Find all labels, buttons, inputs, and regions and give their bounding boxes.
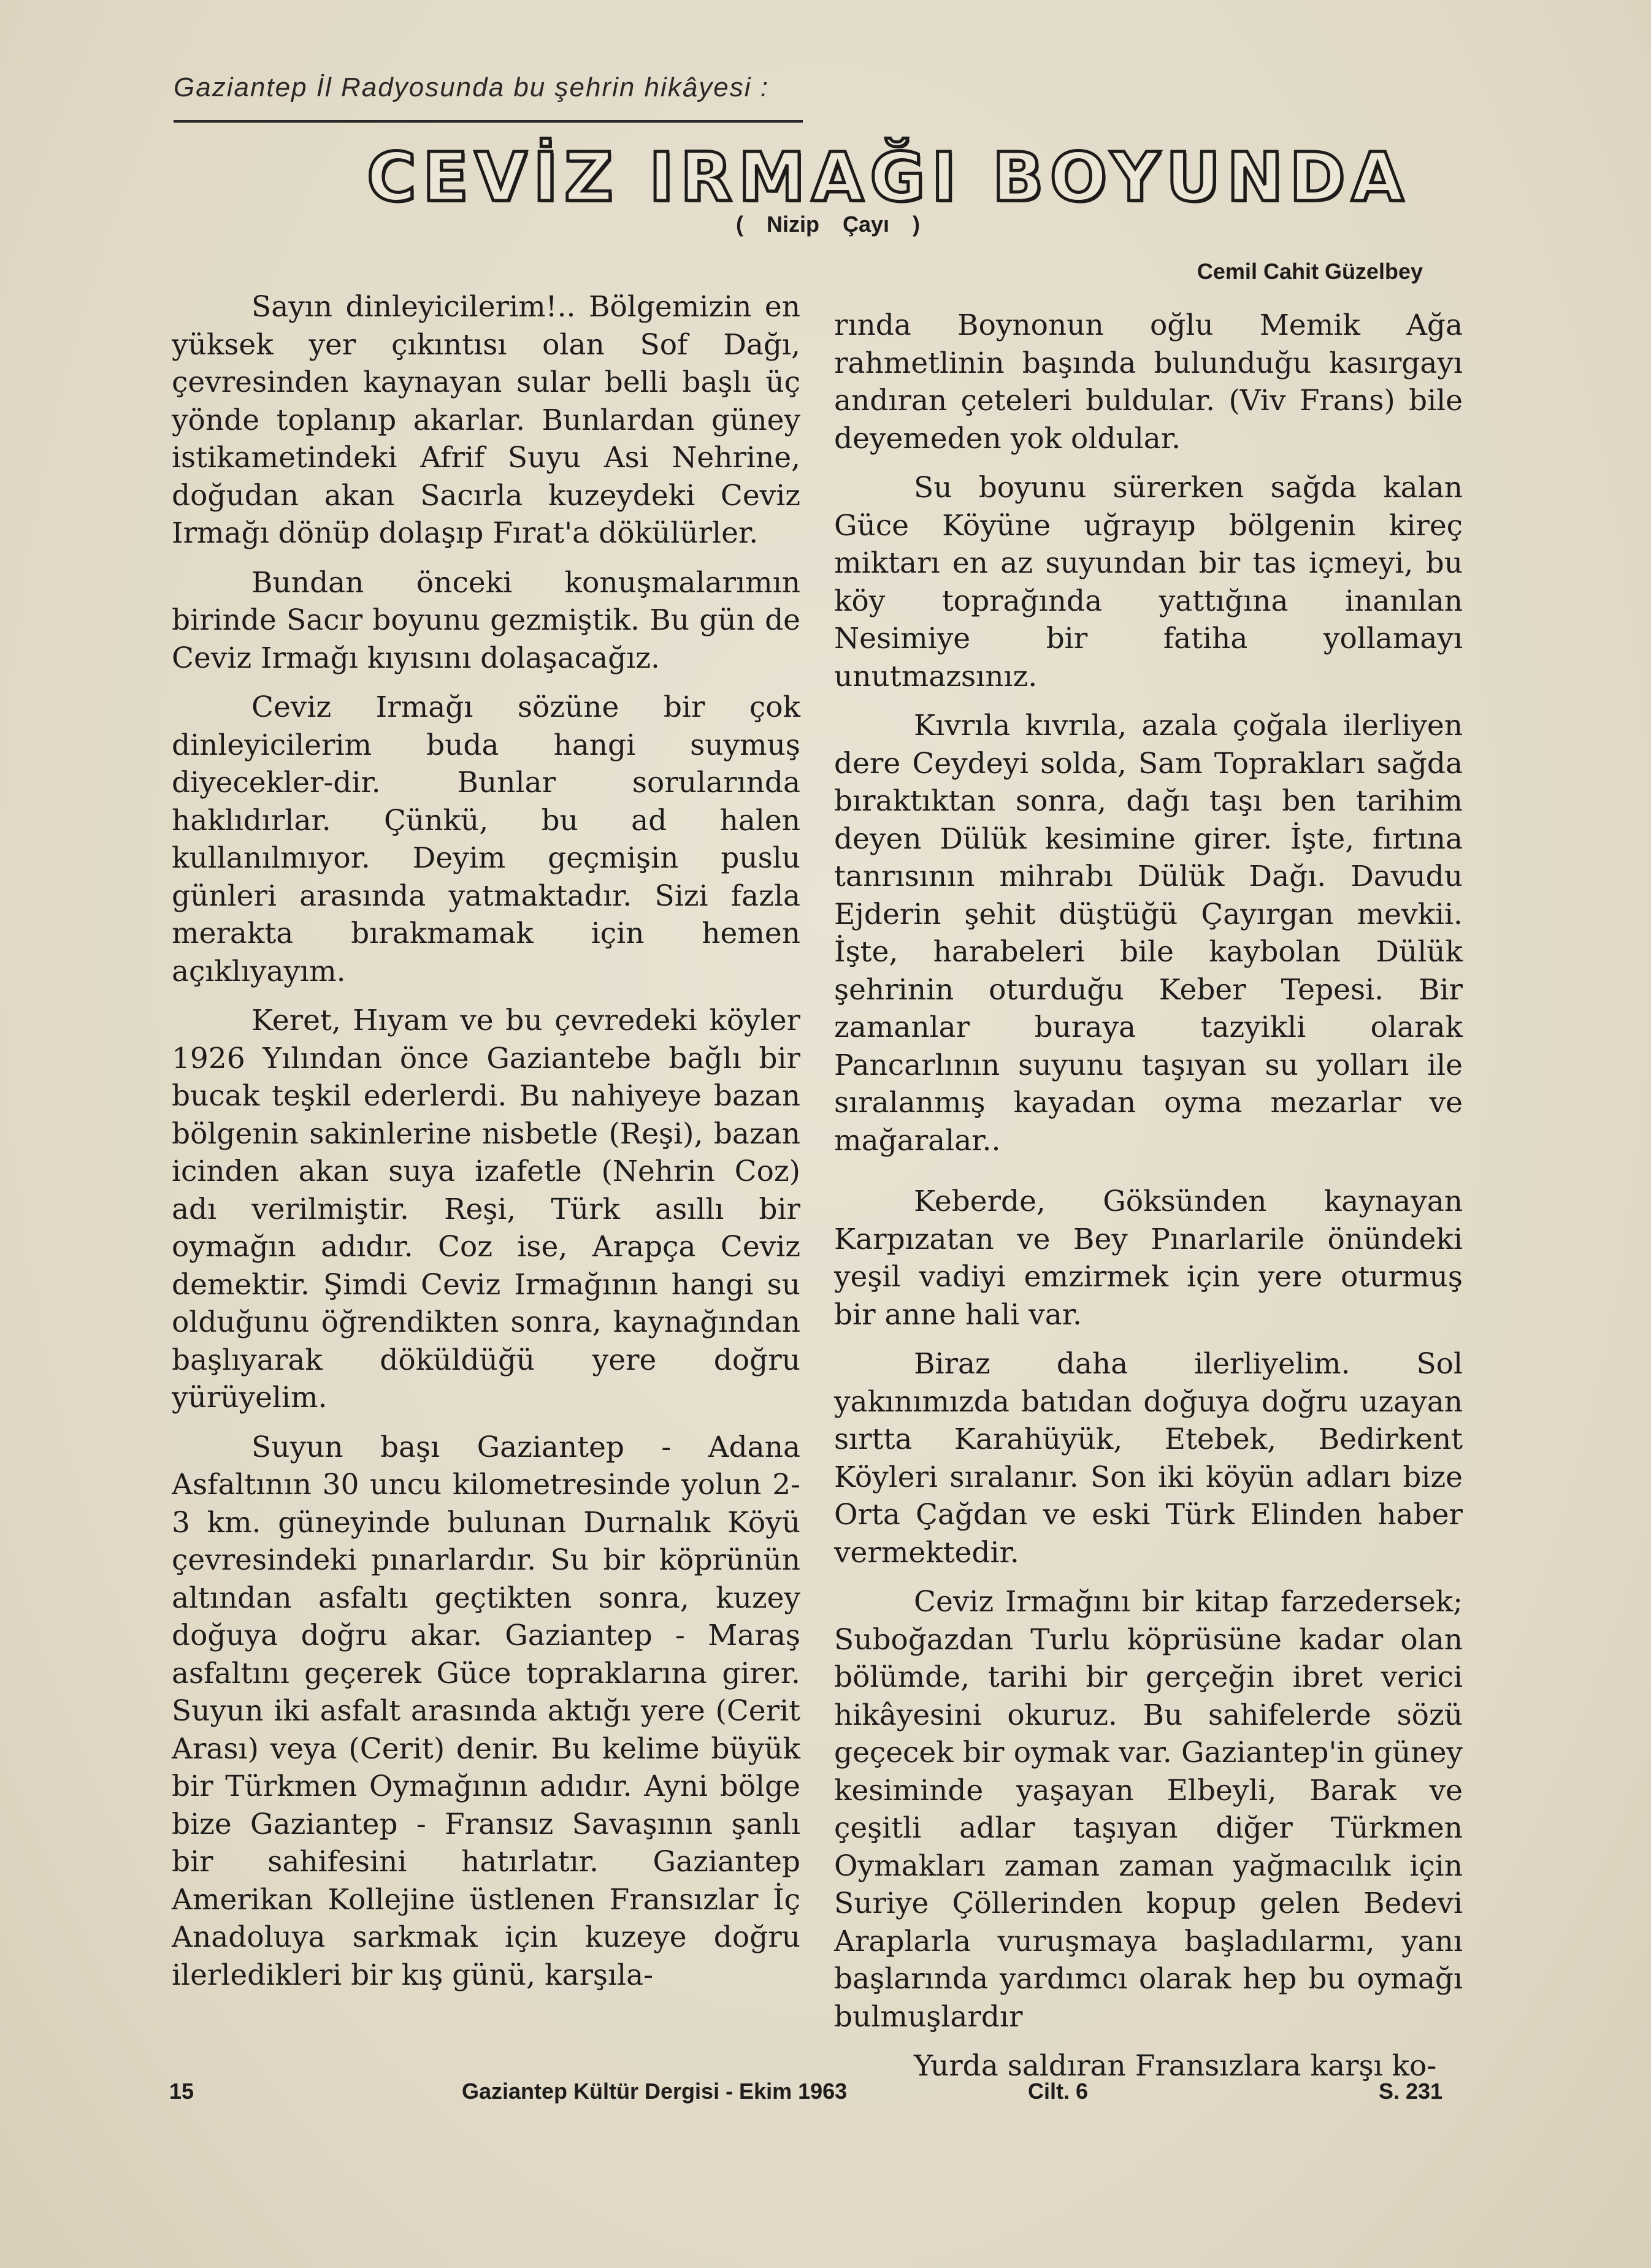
paragraph: Kıvrıla kıvrıla, azala çoğala ilerliyen dere Ceydeyi solda, Sam Toprakları sağda bıraktıktan sonra, dağı taşı ben tarihim deyen Dülük kesimine girer. İşte, fırtına tanrısının mihrabı Dülük Dağı. Davudu Ejderin şehit düştüğü Çayırgan mevkii. İşte, harabeleri bile kaybolan Dülük şehrinin oturduğu Keber Tepesi. Bir zamanlar buraya tazyikli olarak Pancarlının suyunu taşıyan su yolları ile sıralanmış kayadan oyma mezarlar ve mağaralar.. [834,709,1463,1158]
paragraph: Su boyunu sürerken sağda kalan Güce Köyüne uğrayıp bölgenin kireç miktarı en az suyundan bir tas içmeyi, bu köy toprağında yattığına inanılan Nesimiye bir fatiha yollamayı unutmazsınız. [834,471,1463,693]
article-subtitle: ( Nizip Çayı ) [735,212,921,237]
kicker-line: Gaziantep İl Radyosunda bu şehrin hikâyesi : [174,72,769,102]
volume-number: Cilt. 6 [1028,2079,1089,2104]
right-column [834,307,1463,2097]
kicker-underline [174,120,803,123]
author-name: Cemil Cahit Güzelbey [1197,259,1423,284]
paragraph: Bundan önceki konuşmalarımın birinde Sacır boyunu gezmiştik. Bu gün de Ceviz Irmağı kıyısını dolaşacağız. [172,565,800,675]
paragraph: Keret, Hıyam ve bu çevredeki köyler 1926 Yılından önce Gaziantebe bağlı bir bucak teşkil ederlerdi. Bu nahiyeye bazan bölgenin sakinlerine nisbetle (Reşi), bazan icinden akan suya izafetle (Nehrin Coz) adı verilmiştir. Reşi, Türk asıllı bir oymağın adıdır. Coz ise, Arapça Ceviz demektir. Şimdi Ceviz Irmağının hangi su olduğunu öğrendikten sonra, kaynağından başlıyarak döküldüğü yere doğru yürüyelim. [172,1004,800,1415]
page-number: 15 [169,2079,194,2104]
magazine-name-date: Gaziantep Kültür Dergisi - Ekim 1963 [462,2079,848,2104]
paragraph: rında Boynonun oğlu Memik Ağa rahmetlinin başında bulunduğu kasırgayı andıran çeteleri buldular. (Viv Frans) bile deyemeden yok oldular. [834,308,1463,456]
paragraph: Yurda saldıran Fransızlara karşı ko- [914,2049,1437,2083]
paragraph: Biraz daha ilerliyelim. Sol yakınımızda batıdan doğuya doğru uzayan sırtta Karahüyük, Etebek, Bedirkent Köyleri sıralanır. Son iki köyün adları bize Orta Çağdan ve eski Türk Elinden haber vermektedir. [834,1347,1463,1570]
paragraph: Ceviz Irmağı sözüne bir çok dinleyicilerim buda hangi suymuş diyecekler-dir. Bunlar sorularında haklıdırlar. Çünkü, bu ad halen kullanılmıyor. Deyim geçmişin puslu günleri arasında yatmaktadır. Sizi fazla merakta bırakmamak için hemen açıklıyayım. [172,690,800,988]
paragraph: Ceviz Irmağını bir kitap farzedersek; Suboğazdan Turlu köprüsüne kadar olan bölümde, tarihi bir gerçeğin ibret verici hikâyesini okuruz. Bu sahifelerde sözü geçecek bir oymak var. Gaziantep'in güney kesiminde yaşayan Elbeyli, Barak ve çeşitli adlar taşıyan diğer Türkmen Oymakları zaman zaman yağmacılık için Suriye Çöllerinden kopup gelen Bedevi Araplarla vuruşmaya başladılarmı, yanı başlarında yardımcı olarak hep bu oymağı bulmuşlardır [834,1585,1463,2034]
paragraph: Sayın dinleyicilerim!.. Bölgemizin en yüksek yer çıkıntısı olan Sof Dağı, çevresinden kaynayan sular belli başlı üç yönde toplanıp akarlar. Bunlardan güney istikametindeki Afrif Suyu Asi Nehrine, doğudan akan Sacırla kuzeydeki Ceviz Irmağı dönüp dolaşıp Fırat'a dökülürler. [172,290,800,550]
paragraph: Keberde, Göksünden kaynayan Karpızatan ve Bey Pınarlarile önündeki yeşil vadiyi emzirmek için yere oturmuş bir anne hali var. [834,1185,1463,1332]
issue-number: S. 231 [1379,2079,1443,2104]
article-title: CEVİZ IRMAĞI BOYUNDA [367,138,1410,216]
paragraph: Suyun başı Gaziantep - Adana Asfaltının 30 uncu kilometresinde yolun 2-3 km. güneyinde bulunan Durnalık Köyü çevresindeki pınarlardır. Su bir köprünün altından asfaltı geçtikten sonra, kuzey doğuya doğru akar. Gaziantep - Maraş asfaltını geçerek Güce topraklarına girer. Suyun iki asfalt arasında aktığı yere (Cerit Arası) veya (Cerit) denir. Bu kelime büyük bir Türkmen Oymağının adıdır. Ayni bölge bize Gaziantep - Fransız Savaşının şanlı bir sahifesini hatırlatır. Gaziantep Amerikan Kollejine üstlenen Fransızlar İç Anadoluya sarkmak için kuzeye doğru ilerledikleri bir kış günü, karşıla- [172,1430,800,1992]
left-column [172,288,800,2006]
